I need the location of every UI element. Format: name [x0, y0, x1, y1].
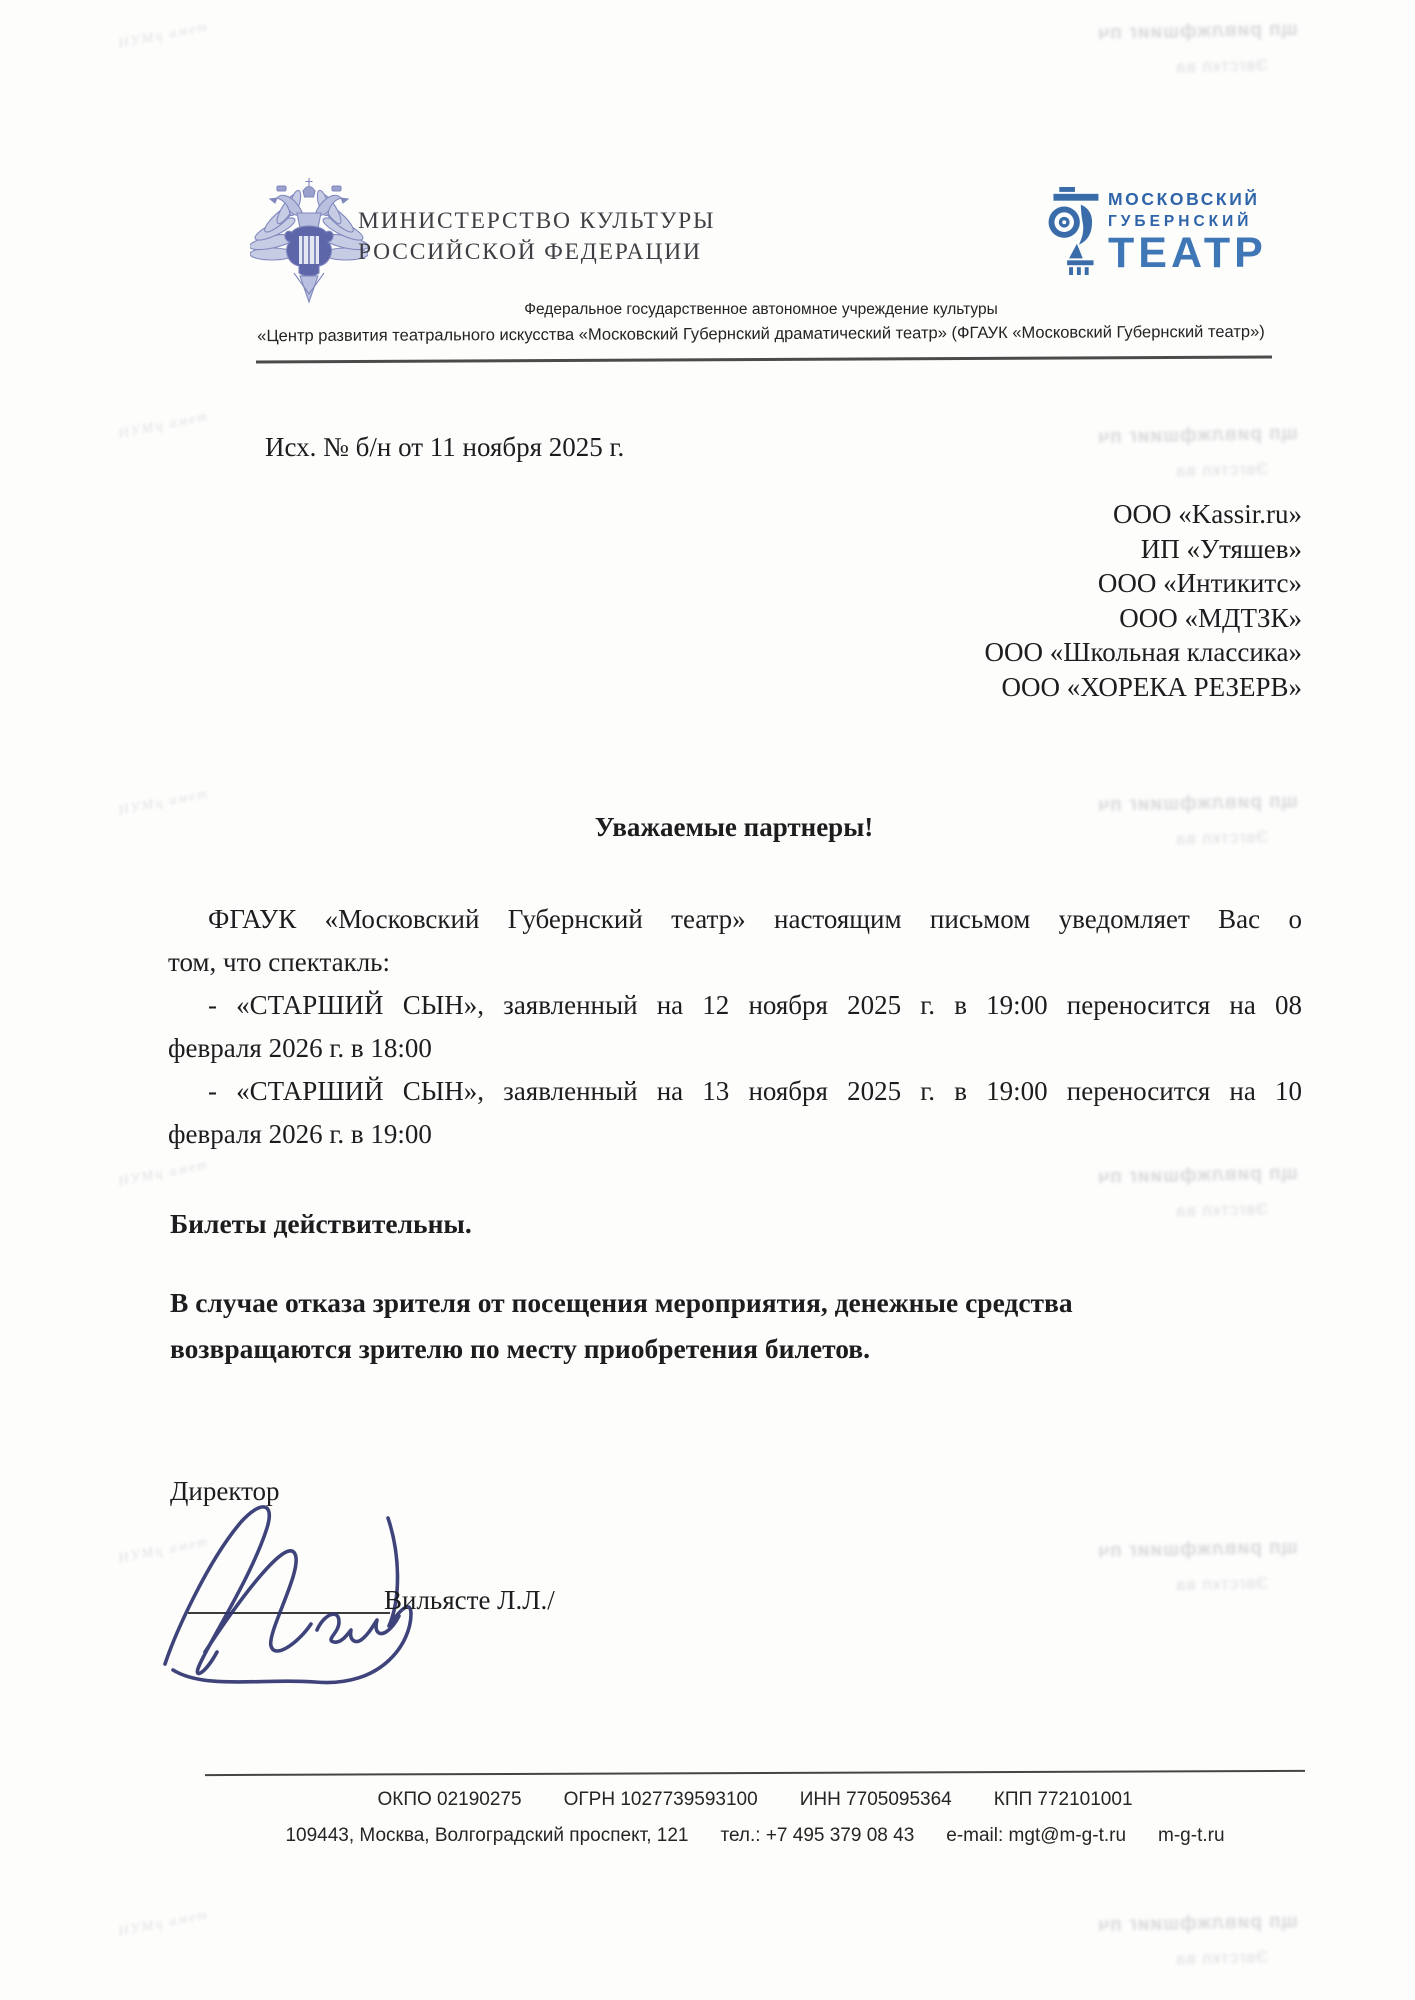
body-line: ФГАУК «Московский Губернский театр» настоящим письмом уведомляет Вас о	[208, 904, 1302, 934]
kpp-value: КПП 772101001	[993, 1789, 1133, 1810]
signer-title: Директор	[170, 1476, 280, 1506]
ogrn-value: ОГРН 1027739593100	[563, 1789, 758, 1810]
body-line: - «СТАРШИЙ СЫН», заявленный на 13 ноября 2025 г. в 19:00 переносится на 10	[208, 1076, 1302, 1106]
ministry-name-line2: РОССИЙСКОЙ ФЕДЕРАЦИИ	[358, 239, 702, 265]
salutation-heading: Уважаемые партнеры!	[594, 812, 874, 842]
footer-registration-line	[160, 1789, 1350, 1811]
theatre-logo-line1: МОСКОВСКИЙ	[1108, 189, 1260, 209]
footer-contacts-line	[160, 1825, 1350, 1847]
scan-bleed-artifact: НУМц амет	[117, 1907, 211, 1940]
org-name-subtitle: «Центр развития театрального искусства «Московский Губернский драматический театр» (ФГАУК «Московский Губернский театр»)	[257, 322, 1265, 346]
letterhead-divider	[256, 356, 1272, 363]
scan-bleed-artifact: щп ривлжфшииг пч Эвгсткп ва	[1096, 1536, 1298, 1595]
scan-bleed-artifact: щп ривлжфшииг пч Эвгсткп ва	[1096, 422, 1298, 481]
signer-name: Вильясте Л.Л./	[384, 1585, 555, 1615]
scan-bleed-artifact: щп ривлжфшииг пч Эвгсткп ва	[1096, 1910, 1298, 1969]
scan-bleed-artifact: НУМц амет	[117, 409, 211, 442]
recipient-item: ООО «ХОРЕКА РЕЗЕРВ»	[1001, 671, 1302, 702]
theatre-column-icon	[1047, 187, 1099, 275]
inn-value: ИНН 7705095364	[799, 1789, 952, 1810]
theatre-logo-line3: ТЕАТР	[1108, 229, 1267, 277]
email-address: e-mail: mgt@m-g-t.ru	[946, 1825, 1127, 1846]
ministry-name	[358, 206, 715, 268]
recipient-item: ООО «Школьная классика»	[984, 637, 1302, 667]
org-type-subtitle: Федеральное государственное автономное учреждение культуры	[524, 301, 998, 318]
recipient-item: ООО «МДТЗК»	[1119, 602, 1302, 633]
outgoing-ref-line: Исх. № б/н от 11 ноября 2025 г.	[265, 432, 625, 462]
scan-bleed-artifact: НУМц амет	[117, 19, 211, 52]
scan-bleed-artifact: щп ривлжфшииг пч Эвгсткп ва	[1096, 1162, 1298, 1221]
signature-autograph	[145, 1492, 415, 1687]
ministry-name-line1: МИНИСТЕРСТВО КУЛЬТУРЫ	[358, 208, 716, 234]
okpo-value: ОКПО 02190275	[377, 1789, 522, 1810]
theatre-logo-line2: ГУБЕРНСКИЙ	[1108, 213, 1253, 230]
refund-statement: В случае отказа зрителя от посещения мероприятия, денежные средства возвращаются зрителю по месту приобретения билетов.	[170, 1287, 1073, 1364]
footer-divider	[205, 1770, 1305, 1776]
recipient-item: ИП «Утяшев»	[1140, 533, 1302, 564]
phone-number: тел.: +7 495 379 08 43	[720, 1825, 915, 1846]
postal-address: 109443, Москва, Волгоградский проспект, 121	[285, 1825, 689, 1846]
recipient-item: ООО «Kassir.ru»	[1113, 499, 1302, 529]
body-line: том, что спектакль:	[168, 947, 390, 977]
body-line: февраля 2026 г. в 18:00	[168, 1033, 432, 1063]
scan-bleed-artifact: НУМц амет	[117, 1534, 211, 1567]
scan-bleed-artifact: щп ривлжфшииг пч Эвгсткп ва	[1096, 790, 1298, 849]
body-line: февраля 2026 г. в 19:00	[168, 1119, 432, 1149]
body-line: - «СТАРШИЙ СЫН», заявленный на 12 ноября 2025 г. в 19:00 переносится на 08	[208, 990, 1302, 1020]
scan-bleed-artifact: НУМц амет	[117, 786, 211, 819]
scan-bleed-artifact: щп ривлжфшииг пч Эвгсткп ва	[1096, 18, 1298, 77]
tickets-valid-statement: Билеты действительны.	[170, 1208, 472, 1239]
website-url: m-g-t.ru	[1158, 1825, 1225, 1846]
recipient-item: ООО «Интикитс»	[1097, 568, 1302, 598]
letter-body	[168, 898, 1302, 1156]
recipients-list	[700, 497, 1302, 704]
theatre-logo	[1108, 189, 1267, 277]
ministry-emblem-eagle-icon	[250, 176, 368, 304]
scan-bleed-artifact: НУМц амет	[117, 1157, 211, 1190]
